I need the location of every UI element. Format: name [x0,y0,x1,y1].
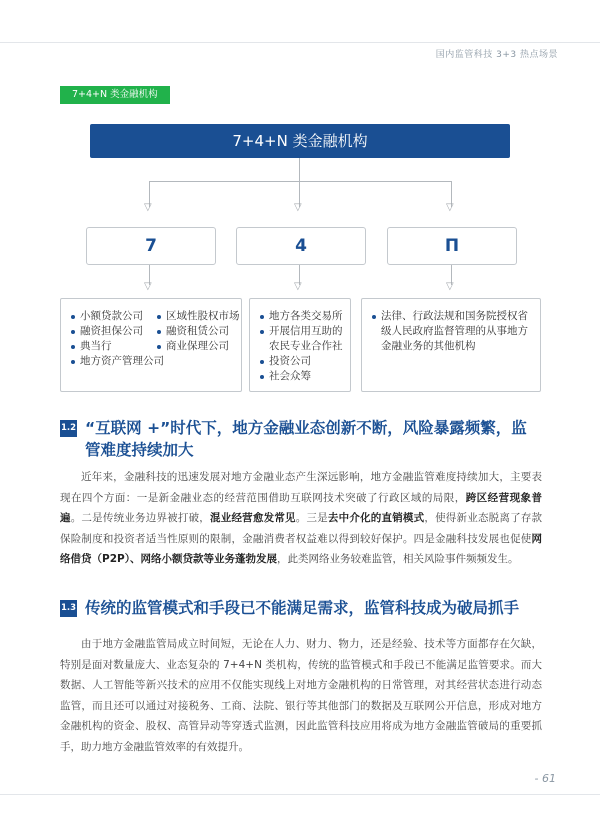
section-number: 1.2 [60,420,77,437]
arrow-down-icon: ▽ [294,281,302,292]
list-item: 法律、行政法规和国务院授权省级人民政府监督管理的从事地方金融业务的其他机构 [372,309,534,354]
section-number: 1.3 [60,600,77,617]
section-heading-1-2 [60,417,540,461]
list-item: 开展信用互助的农民专业合作社 [260,324,346,354]
category-4: 4 [236,227,366,265]
arrow-down-icon: ▽ [294,202,302,213]
list-7 [60,298,242,392]
running-header: 国内监管科技 3+3 热点场景 [435,50,558,60]
list-item: 区域性股权市场 [157,309,240,324]
paragraph: 由于地方金融监管局成立时间短，无论在人力、财力、物力，还是经验、技术等方面都存在欠缺，特别是面对数量庞大、业态复杂的 7+4+N 类机构，传统的监管模式和手段已不能满足监管要求。而大数据、人工智能等新兴技术的应用不仅能实现线上对地方金融机构的日常管理，对其经营状态进行动态监管，而且还可以通过对接税务、工商、法院、银行等其他部门的数据及互联网公开信息，形成对地方金融机构的资金、股权、高管异动等穿透式监测，因此监管科技应用将成为地方金融监管破局的重要抓手，助力地方金融监管效率的有效提升。 [60,638,542,753]
list-item: 商业保理公司 [157,339,240,354]
list-item: 典当行 [71,339,164,354]
header-rule [0,42,600,43]
arrow-down-icon: ▽ [446,281,454,292]
list-item: 融资担保公司 [71,324,164,339]
list-7-col1 [71,309,164,369]
list-item: 社会众筹 [260,369,346,384]
list-n [361,298,541,392]
list-item: 地方各类交易所 [260,309,346,324]
section-title: 传统的监管模式和手段已不能满足需求，监管科技成为破局抓手 [85,599,520,617]
list-4 [249,298,351,392]
arrow-down-icon: ▽ [144,281,152,292]
section-title: “互联网 +”时代下，地方金融业态创新不断，风险暴露频繁，监管难度持续加大 [85,419,527,459]
page-number: - 61 [534,772,556,785]
list-item: 小额贷款公司 [71,309,164,324]
list-item: 地方资产管理公司 [71,354,164,369]
paragraph: 近年来，金融科技的迅速发展对地方金融业态产生深远影响，地方金融监管难度持续加大，主要表现在四个方面：一是新金融业态的经营范围借助互联网技术突破了行政区域的局限，跨区经营现象普遍。二是传统业务边界被打破，混业经营愈发常见。三是去中介化的直销模式，使得新业态脱离了存款保险制度和投资者适当性原则的限制，金融消费者权益难以得到较好保护。四是金融科技发展也促使网络借贷（P2P）、网络小额贷款等业务蓬勃发展，此类网络业务较难监管，相关风险事件频频发生。 [60,471,543,565]
diagram-title: 7+4+N 类金融机构 [90,124,510,158]
arrow-down-icon: ▽ [144,202,152,213]
list-item: 投资公司 [260,354,346,369]
list-item: 融资租赁公司 [157,324,240,339]
footer-rule [0,794,600,795]
list-7-col2 [157,309,240,354]
category-7: 7 [86,227,216,265]
arrow-down-icon: ▽ [446,202,454,213]
section-tag: 7+4+N 类金融机构 [60,86,170,104]
list-4-col [260,309,346,384]
category-n: Π [387,227,517,265]
list-n-col [372,309,534,354]
connector [299,158,300,181]
section-heading-1-3 [60,597,540,619]
connector [149,181,451,182]
